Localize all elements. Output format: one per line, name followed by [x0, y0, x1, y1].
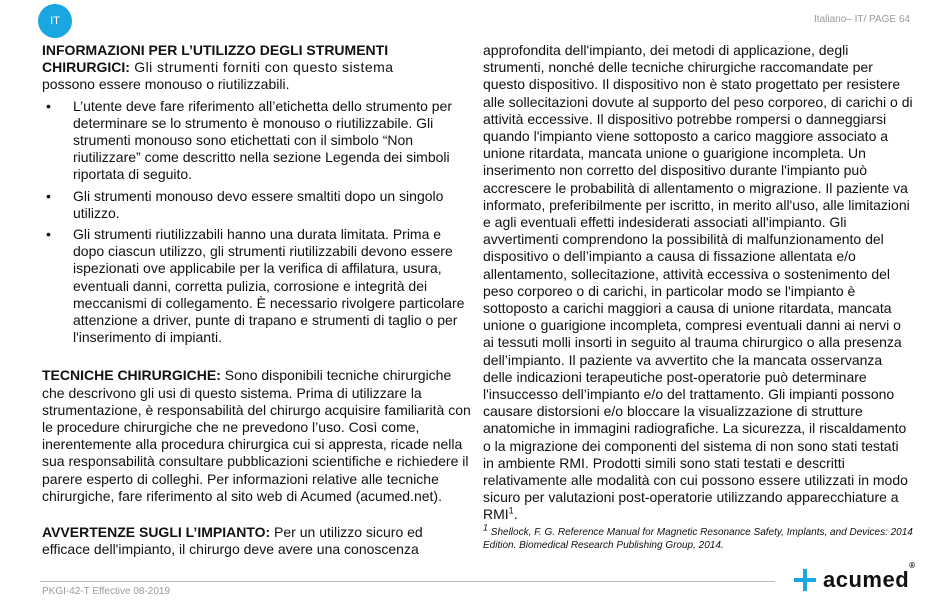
instruments-heading	[42, 42, 472, 94]
implant-warnings-continued	[483, 42, 913, 524]
instruments-title-line2: CHIRURGICI:	[42, 59, 130, 76]
surgical-techniques-text: Sono disponibili tecniche chirurgiche che descrivono gli usi di questo sistema. Prima di utilizzare la strumentazione, è responsabilità del chirurgo acquisire familiarità con le procedure chirurgiche che ne prevedono l’uso. Così come, inerentemente alla procedura chirurgica cui si appresta, ricade nella sua responsabilità consultare pubblicazioni scientifiche e richiedere il parere esperto di colleghi. Per informazioni relative alle tecniche chirurgiche, fare riferimento al sito web di Acumed (acumed.net).	[42, 367, 471, 504]
footnote-text: Shellock, F. G. Reference Manual for Magnetic Resonance Safety, Implants, and Devices: 2014 Edition. Biomedical Research Publishing Group, 2014.	[483, 526, 913, 551]
footer-divider	[40, 581, 775, 582]
page-label: Italiano– IT/ PAGE 64	[814, 14, 910, 25]
left-column	[42, 42, 472, 558]
logo-name: acumed	[823, 567, 910, 592]
instruments-intro-line2: possono essere monouso o riutilizzabili.	[42, 76, 290, 93]
implant-warnings-paragraph	[42, 524, 472, 558]
footnote-number: 1	[483, 522, 489, 533]
surgical-techniques-paragraph	[42, 367, 472, 505]
surgical-techniques-title: TECNICHE CHIRURGICHE:	[42, 367, 221, 384]
language-badge: IT	[38, 4, 72, 38]
list-item: • Gli strumenti monouso devo essere smaltiti dopo un singolo utilizzo.	[42, 188, 472, 222]
logo-wordmark	[823, 561, 916, 593]
implant-warnings-title: AVVERTENZE SUGLI L’IMPIANTO:	[42, 524, 271, 541]
implant-warnings-text: Per un utilizzo sicuro ed efficace dell'impianto, il chirurgo deve avere una conoscenza	[42, 524, 423, 558]
instruments-title-line1: INFORMAZIONI PER L’UTILIZZO DEGLI STRUMENTI	[42, 42, 389, 58]
footnote-ref: 1	[508, 505, 514, 516]
acumed-logo	[793, 561, 916, 593]
right-column	[483, 42, 913, 552]
logo-registered-mark: ®	[909, 561, 916, 570]
list-item: • L’utente deve fare riferimento all’etichetta dello strumento per determinare se lo strumento è monouso o riutilizzabile. Gli strumenti monouso sono etichettati con il simbolo “Non riutilizzare” come descritto nella sezione Legenda dei simboli riportata di seguito.	[42, 98, 472, 184]
document-code: PKGI-42-T Effective 08-2019	[42, 586, 171, 597]
instruments-bullet-list	[42, 98, 472, 347]
instruments-intro: Gli strumenti forniti con questo sistema	[129, 59, 394, 76]
logo-cross-icon	[793, 568, 817, 592]
warnings-continued-text: approfondita dell'impianto, dei metodi di applicazione, degli strumenti, nonché delle tecniche chirurgiche raccomandate per questo dispositivo. Il dispositivo non è stato progettato per resistere alle sollecitazioni dovute al supporto del peso corporeo, di carichi o di attività eccessive. Il dispositivo potrebbe rompersi o danneggiarsi quando l'impianto viene sottoposto a carico maggiore associato a unione ritardata, mancata unione o guarigione incompleta. Un inserimento non corretto del dispositivo durante l'impianto può accrescere le probabilità di allentamento o migrazione. Il paziente va informato, preferibilmente per iscritto, in merito all'uso, alle limitazioni e agli eventuali effetti indesiderati associati all'impianto. Gli avvertimenti comprendono la possibilità di malfunzionamento del dispositivo o dell’impianto a causa di fissazione allentata e/o allentamento, sollecitazione, attività eccessiva o sostenimento del peso corporeo o di carichi, in particolar modo se l'impianto è sottoposto a carichi maggiori a causa di unione ritardata, mancata unione o guarigione incompleta, compresi eventuali danni ai nervi o ai tessuti molli insorti in seguito al trauma chirurgico o alla presenza dell’impianto. Il paziente va avvertito che la mancata osservanza delle indicazioni terapeutiche post-operatorie può determinare l'insuccesso dell’impianto e/o del trattamento. Gli impianti possono causare distorsioni e/o bloccare la visualizzazione di strutture anatomiche in immagini radiografiche. La sicurezza, il riscaldamento o la migrazione dei componenti del sistema di non sono stati testati in ambiente RMI. Prodotti simili sono stati testati e descritti relativamente alle modalità con cui possono essere utilizzati in modo sicuro per valutazioni post-operatorie utilizzando apparecchiature a RMI	[483, 42, 913, 523]
footnote	[483, 522, 913, 552]
list-item: • Gli strumenti riutilizzabili hanno una durata limitata. Prima e dopo ciascun utilizzo, gli strumenti riutilizzabili devono essere ispezionati ove applicabile per la verifica di affilatura, usura, eventuali danni, corretta pulizia, corrosione e integrità dei meccanismi di collegamento. È necessario rivolgere particolare attenzione a driver, punte di trapano e strumenti di taglio o per l'inserimento di impianti.	[42, 226, 472, 346]
warnings-continued-end: .	[513, 506, 518, 523]
